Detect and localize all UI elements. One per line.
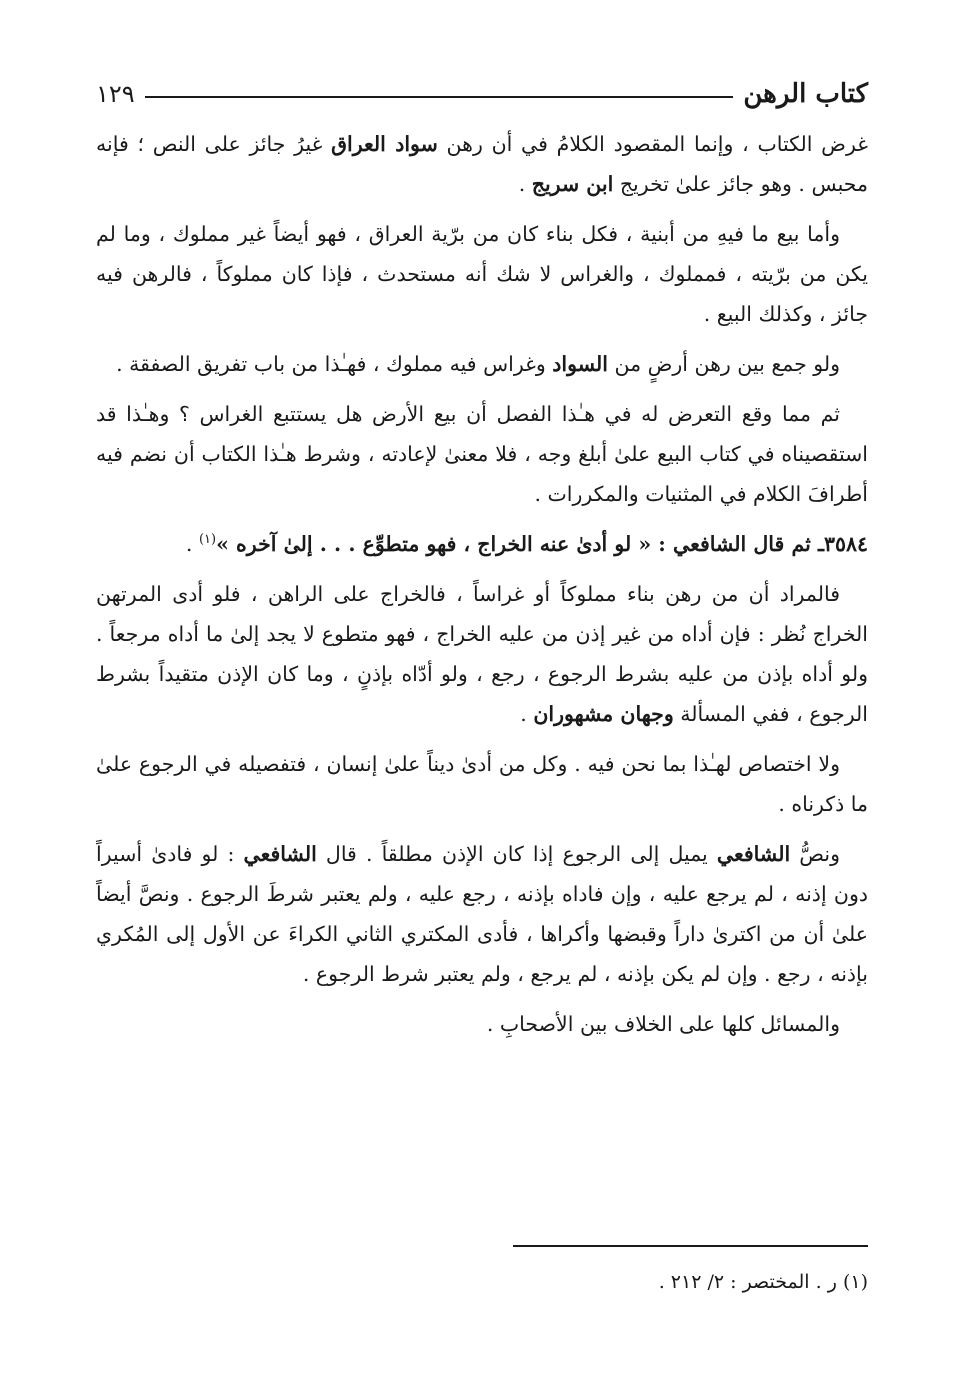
text-run: وغراس فيه مملوك ، فهـٰذا من باب تفريق الصفقة . xyxy=(116,352,553,376)
text-run: . xyxy=(518,172,532,196)
footnote xyxy=(96,1266,868,1298)
paragraph xyxy=(96,344,868,384)
paragraph xyxy=(96,214,868,334)
paragraph xyxy=(96,574,868,734)
text-run: ونصُّ xyxy=(790,842,840,866)
paragraph xyxy=(96,1004,868,1044)
footnote-ref: (١) xyxy=(198,532,217,548)
bold-run: ٣٥٨٤ـ ثم قال الشافعي : « لو أدىٰ عنه الخراج ، فهو متطوِّع . . . إلىٰ آخره » xyxy=(216,532,868,556)
text-run: وأما بيع ما فيهِ من أبنية ، فكل بناء كان من برّية العراق ، فهو أيضاً غير مملوك ، وما لم يكن من برّيته ، فمملوك ، والغراس لا شك أنه مستحدث ، فإذا كان مملوكاً ، فالرهن فيه جائز ، وكذلك البيع . xyxy=(96,222,868,326)
page-number: ١٢٩ xyxy=(96,80,135,108)
text-run: فالمراد أن من رهن بناء مملوكاً أو غراساً ، فالخراج على الراهن ، فلو أدى المرتهن الخراج نُظر : فإن أداه من غير إذن من عليه الخراج ، فهو متطوع لا يجد إلىٰ ما أداه مرجعاً . ولو أداه بإذن من عليه بشرط الرجوع ، رجع ، ولو أدّاه بإذنٍ ، وما كان الإذن متقيداً بشرط الرجوع ، ففي المسألة xyxy=(96,582,868,726)
page-body xyxy=(96,124,868,1054)
header-rule xyxy=(145,96,734,98)
text-run: ولو جمع بين رهن أرضٍ من xyxy=(607,352,840,376)
bold-run: السواد xyxy=(552,352,608,376)
text-run: غرض الكتاب ، وإنما المقصود الكلامُ في أن رهن xyxy=(437,132,868,156)
text-run: . xyxy=(520,702,534,726)
text-run: . xyxy=(185,532,199,556)
paragraph xyxy=(96,834,868,994)
bold-run: ابن سريج xyxy=(531,172,614,196)
text-run: غيرُ جائز على النص ؛ فإنه محبس . وهو جائز علىٰ تخريج xyxy=(96,132,868,196)
text-run: ولا اختصاص لهـٰذا بما نحن فيه . وكل من أدىٰ ديناً علىٰ إنسان ، فتفصيله في الرجوع علىٰ ما ذكرناه . xyxy=(96,752,868,816)
text-run: والمسائل كلها على الخلاف بين الأصحابِ . xyxy=(486,1012,840,1036)
page-header xyxy=(96,72,868,116)
bold-run: الشافعي xyxy=(243,842,317,866)
paragraph xyxy=(96,524,868,564)
bold-run: وجهان مشهوران xyxy=(533,702,674,726)
bold-run: الشافعي xyxy=(716,842,791,866)
bold-run: سواد العراق xyxy=(331,132,438,156)
paragraph xyxy=(96,394,868,514)
text-run: ثم مما وقع التعرض له في هـٰذا الفصل أن بيع الأرض هل يستتبع الغراس ؟ وهـٰذا قد استقصيناه في كتاب البيع علىٰ أبلغ وجه ، فلا معنىٰ لإعادته ، وشرط هـٰذا الكتاب أن نضم فيه أطرافَ الكلام في المثنيات والمكررات . xyxy=(96,402,868,506)
paragraph xyxy=(96,744,868,824)
running-title: كتاب الرهن xyxy=(743,79,868,109)
footnote-marker: (١) xyxy=(842,1271,868,1293)
text-run: : لو فادىٰ أسيراً دون إذنه ، لم يرجع عليه ، وإن فاداه بإذنه ، رجع عليه ، ولم يعتبر شرطَ الرجوع . ونصَّ أيضاً علىٰ أن من اكترىٰ داراً وقبضها وأكراها ، فأدى المكتري الثاني الكراءَ عن الأول إلى المُكري بإذنه ، رجع . وإن لم يكن بإذنه ، لم يرجع ، ولم يعتبر شرط الرجوع . xyxy=(96,842,868,986)
footnote-text: ر . المختصر : ٢/ ٢١٢ . xyxy=(658,1271,837,1293)
paragraph xyxy=(96,124,868,204)
text-run: يميل إلى الرجوع إذا كان الإذن مطلقاً . قال xyxy=(316,842,717,866)
footnote-separator xyxy=(513,1245,868,1247)
